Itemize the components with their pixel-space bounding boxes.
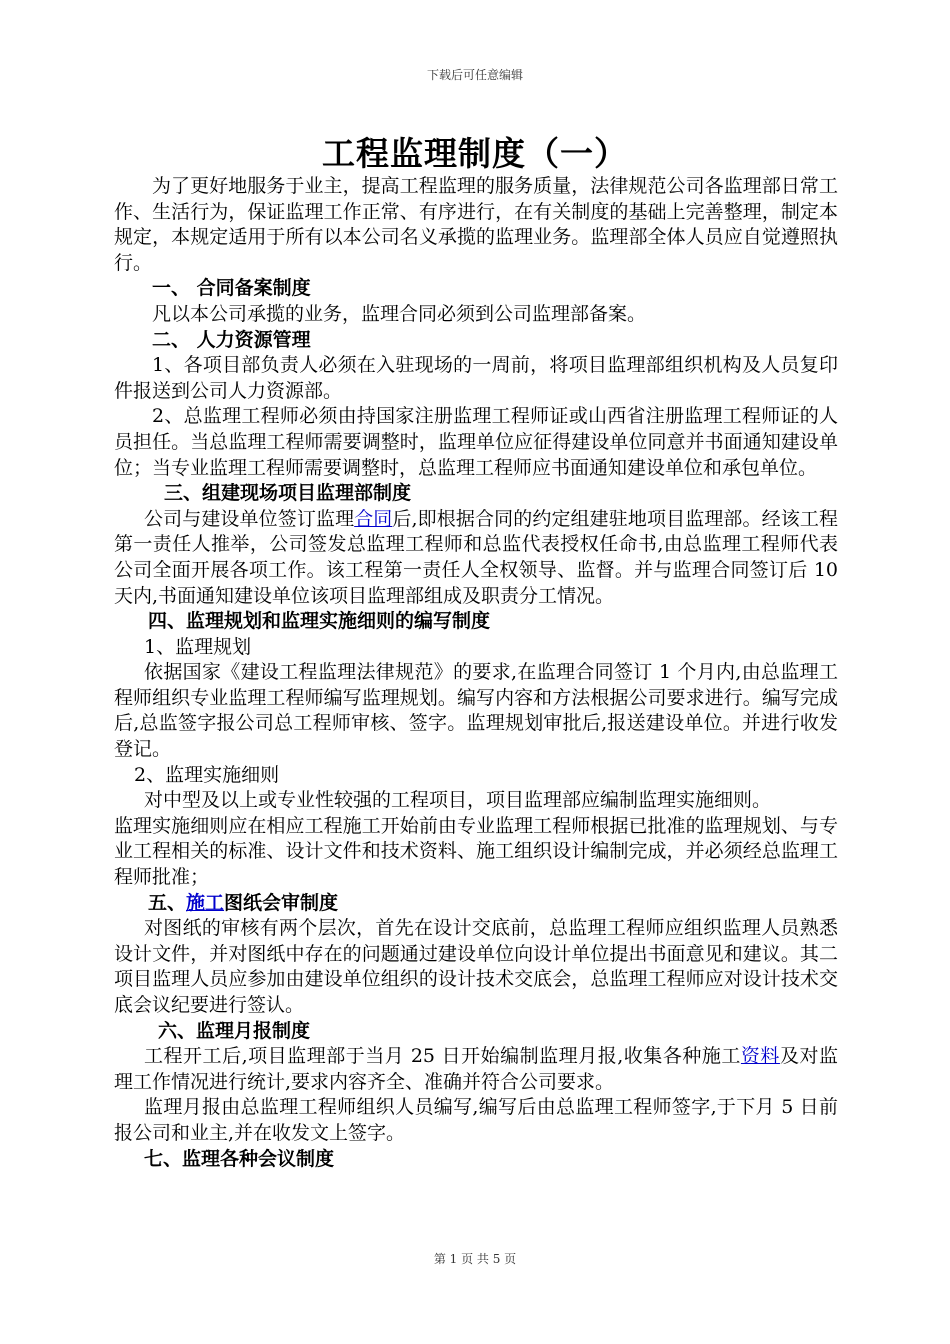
section-5-paragraph: 对图纸的审核有两个层次，首先在设计交底前，总监理工程师应组织监理人员熟悉设计文件，并对图纸中存在的问题通过建设单位向设计单位提出书面意见和建议。其二 项目监理人员应参加由建设单位组织的设计技术交底会，总监理工程师应对设计技术交底会议纪要进行签认。 [114, 917, 838, 1016]
document-body [114, 174, 838, 1172]
section-1-heading: 一、 合同备案制度 [152, 277, 311, 300]
section-6-paragraph-1 [114, 1044, 838, 1095]
construction-link[interactable]: 施工 [186, 891, 225, 914]
intro-paragraph: 为了更好地服务于业主，提高工程监理的服务质量，法律规范公司各监理部日常工作、生活行为，保证监理工作正常、有序进行，在有关制度的基础上完善整理，制定本规定，本规定适用于所有以本公司名义承揽的监理业务。监理部全体人员应自觉遵照执行。 [114, 175, 838, 274]
document-title: 工程监理制度（一） [322, 134, 628, 173]
section-2-heading: 二、 人力资源管理 [152, 328, 311, 351]
section-5-heading [114, 891, 838, 917]
contract-link[interactable]: 合同 [354, 507, 393, 530]
section-4-paragraph-1: 依据国家《建设工程监理法律规范》的要求,在监理合同签订 1 个月内,由总监理工程师组织专业监理工程师编写监理规划。编写内容和方法根据公司要求进行。编写完成后,总监签字报公司总工程师审核、签字。监理规划审批后,报送建设单位。并进行收发登记。 [114, 661, 838, 761]
section-1-paragraph: 凡以本公司承揽的业务，监理合同必须到公司监理部备案。 [152, 302, 647, 325]
section-3-text-post: 后,即根据合同的约定组建驻地项目监理部。经该工程第一责任人推举，公司签发总监理工程师和总监代表授权任命书,由总监理工程师代表公司全面开展各项工作。该工程第一责任人全权领导、监督。并与监理合同签订后 10 天内,书面通知建设单位该项目监理部组成及职责分工情况。 [114, 507, 838, 607]
page-header-note: 下载后可任意编辑 [426, 68, 523, 82]
section-3-heading: 三、组建现场项目监理部制度 [164, 482, 412, 505]
section-6-paragraph-2: 监理月报由总监理工程师组织人员编写,编写后由总监理工程师签字,于下月 5 日前报公司和业主,并在收发文上签字。 [114, 1096, 838, 1144]
section-4-sub-1: 1、监理规划 [144, 635, 252, 658]
section-5-heading-pre: 五、 [148, 891, 187, 914]
section-6-text-post: 及对监理工作情况进行统计,要求内容齐全、准确并符合公司要求。 [114, 1045, 838, 1093]
section-2-paragraph-1: 1、各项目部负责人必须在入驻现场的一周前，将项目监理部组织机构及人员复印件报送到公司人力资源部。 [114, 354, 838, 402]
section-3-paragraph [114, 507, 838, 609]
section-6-text-pre: 工程开工后,项目监理部于当月 25 日开始编制监理月报,收集各种施工 [144, 1045, 741, 1068]
section-6-heading: 六、监理月报制度 [158, 1019, 311, 1042]
page-number: 第 1 页 共 5 页 [433, 1252, 517, 1266]
section-2-paragraph-2: 2、总监理工程师必须由持国家注册监理工程师证或山西省注册监理工程师证的人员担任。当总监理工程师需要调整时，监理单位应征得建设单位同意并书面通知建设单位；当专业监理工程师需要调整时，总监理工程师应书面通知建设单位和承包单位。 [114, 405, 838, 479]
section-4-paragraph-3: 监理实施细则应在相应工程施工开始前由专业监理工程师根据已批准的监理规划、与专业工程相关的标准、设计文件和技术资料、施工组织设计编制完成，并必须经总监理工程师批准； [114, 814, 838, 889]
section-4-sub-2: 2、监理实施细则 [134, 763, 280, 786]
section-3-text-pre: 公司与建设单位签订监理 [144, 507, 355, 530]
section-4-paragraph-2: 对中型及以上或专业性较强的工程项目，项目监理部应编制监理实施细则。 [144, 789, 772, 812]
section-7-heading: 七、监理各种会议制度 [144, 1147, 335, 1170]
section-4-heading: 四、监理规划和监理实施细则的编写制度 [148, 610, 491, 633]
section-5-heading-post: 图纸会审制度 [224, 891, 339, 914]
materials-link[interactable]: 资料 [740, 1045, 780, 1068]
